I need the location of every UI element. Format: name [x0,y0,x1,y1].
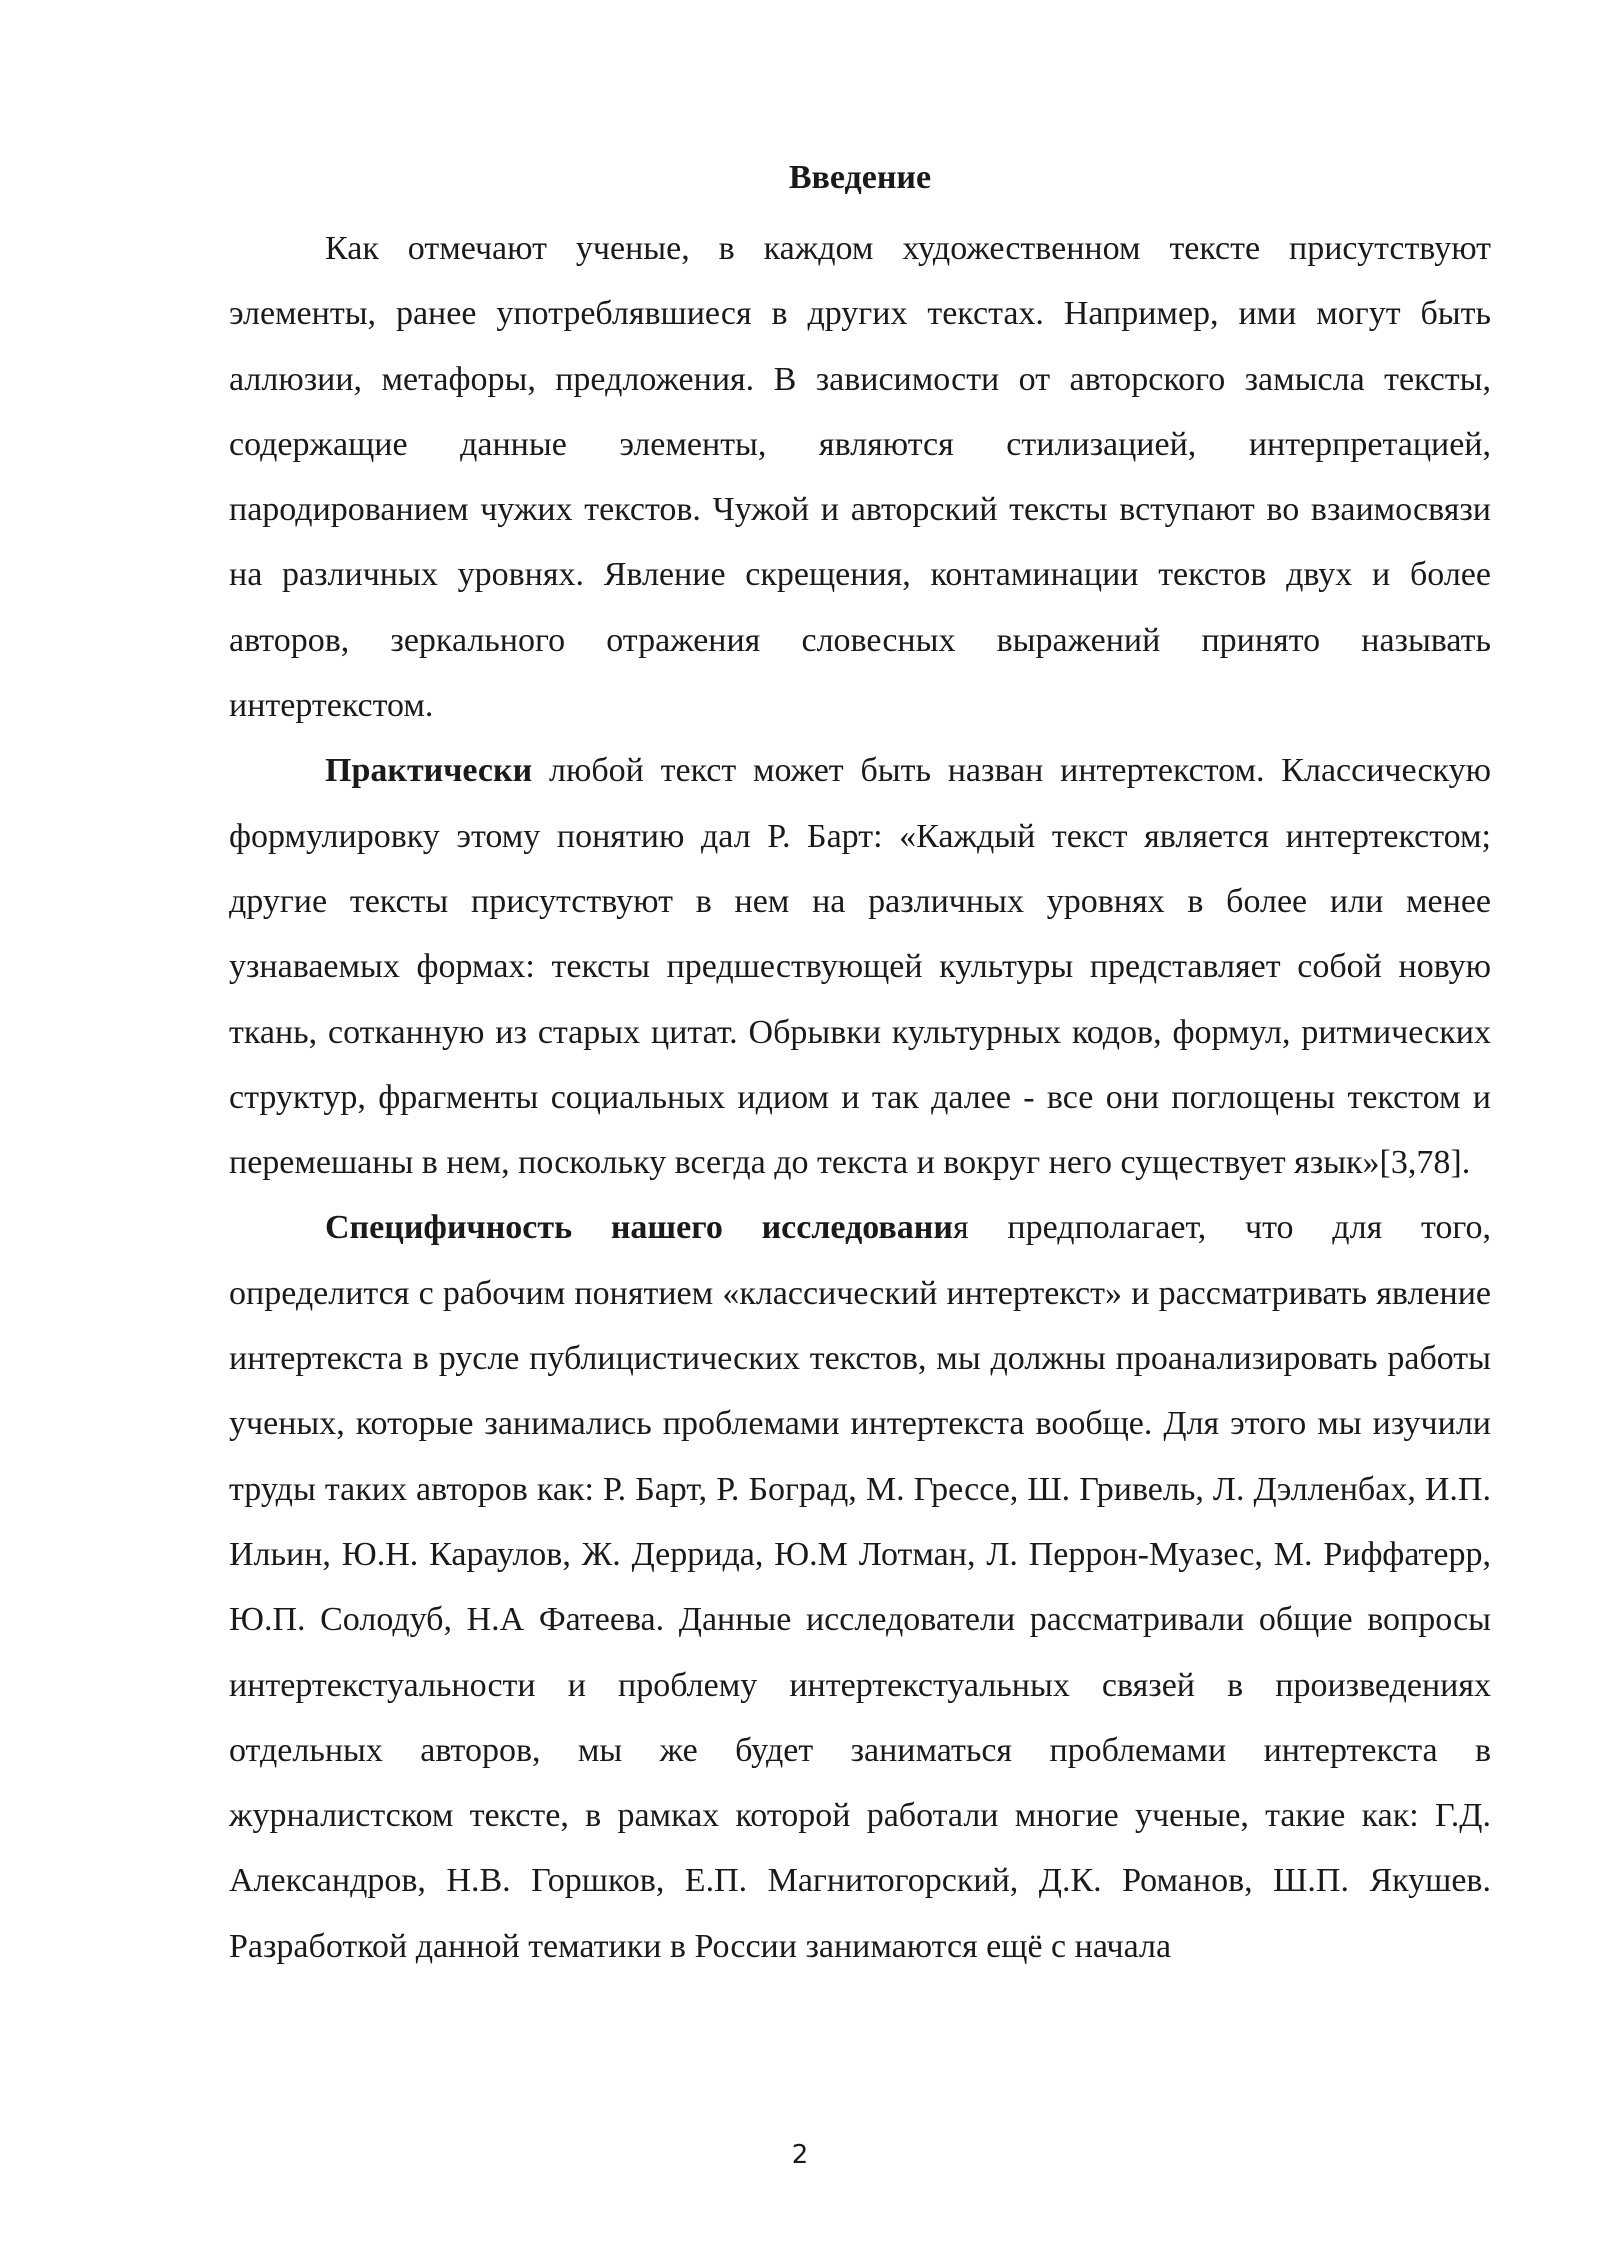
page-number: 2 [791,2140,809,2170]
paragraph-3-lead: Специфичность нашего исследовани [325,1209,953,1247]
page-content [229,148,1491,1979]
paragraph-1 [229,216,1491,738]
paragraph-1-text: Как отмечают ученые, в каждом художественном тексте присутствуют элементы, ранее употреблявшиеся в других текстах. Например, ими могут быть аллюзии, метафоры, предложения. В зависимости от авторского замысла тексты, содержащие данные элементы, являются стилизацией, интерпретацией, пародированием чужих текстов. Чужой и авторский тексты вступают во взаимосвязи на различных уровнях. Явление скрещения, контаминации текстов двух и более авторов, зеркального отражения словесных выражений принято называть интертекстом. [229,230,1491,725]
paragraph-3-text: я предполагает, что для того, определится с рабочим понятием «классический интертекст» и рассматривать явление интертекста в русле публицистических текстов, мы должны проанализировать работы ученых, которые занимались проблемами интертекста вообще. Для этого мы изучили труды таких авторов как: Р. Барт, Р. Боград, М. Грессе, Ш. Гривель, Л. Дэлленбах, И.П. Ильин, Ю.Н. Караулов, Ж. Деррида, Ю.М Лотман, Л. Перрон-Муазес, М. Риффатерр, Ю.П. Солодуб, Н.А Фатеева. Данные исследователи рассматривали общие вопросы интертекстуальности и проблему интертекстуальных связей в произведениях отдельных авторов, мы же будет заниматься проблемами интертекста в журналистском тексте, в рамках которой работали многие ученые, такие как: Г.Д. Александров, Н.В. Горшков, Е.П. Магнитогорский, Д.К. Романов, Ш.П. Якушев. Разработкой данной тематики в России занимаются ещё с начала [229,1209,1491,1965]
paragraph-2-lead: Практически [325,752,533,790]
section-heading: Введение [788,159,932,196]
paragraph-2 [229,738,1491,1195]
paragraph-2-text: любой текст может быть назван интертекстом. Классическую формулировку этому понятию дал Р. Барт: «Каждый текст является интертекстом; другие тексты присутствуют в нем на различных уровнях в более или менее узнаваемых формах: тексты предшествующей культуры представляет собой новую ткань, сотканную из старых цитат. Обрывки культурных кодов, формул, ритмических структур, фрагменты социальных идиом и так далее - все они поглощены текстом и перемешаны в нем, поскольку всегда до текста и вокруг него существует язык»[3,78]. [229,752,1491,1182]
paragraph-3 [229,1195,1491,1979]
